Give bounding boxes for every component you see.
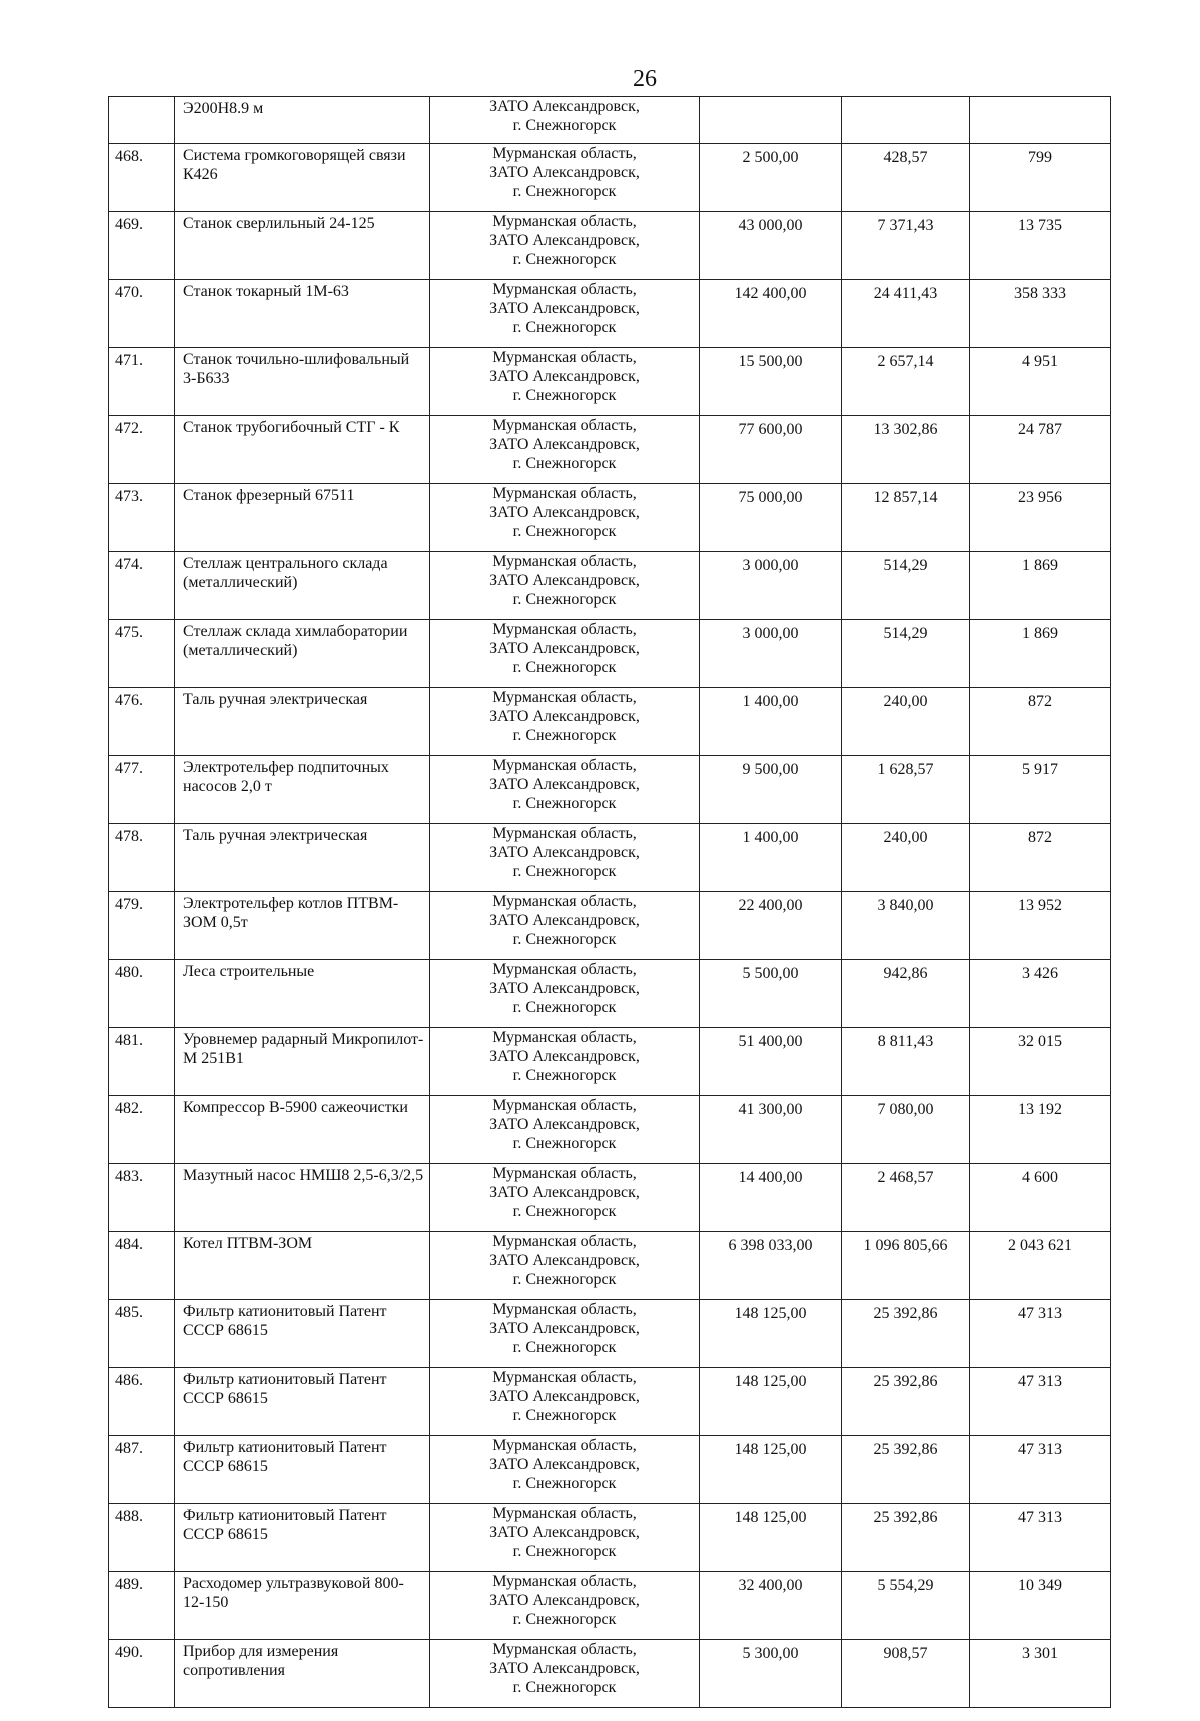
address-line: г. Снежногорск: [512, 999, 617, 1016]
address-line: г. Снежногорск: [512, 863, 617, 880]
item-address: [430, 1300, 700, 1368]
row-number: 469.: [109, 212, 175, 280]
value-amount: 13 192: [970, 1096, 1111, 1164]
value-depreciation: 1 096 805,66: [842, 1232, 970, 1300]
item-address: [430, 1164, 700, 1232]
table-row: [109, 552, 1111, 620]
value-amount: 47 313: [970, 1368, 1111, 1436]
row-number: 468.: [109, 144, 175, 212]
value-amount: 4 951: [970, 348, 1111, 416]
address-line: г. Снежногорск: [512, 1407, 617, 1424]
table-row: [109, 1436, 1111, 1504]
item-address: [430, 484, 700, 552]
value-depreciation: 13 302,86: [842, 416, 970, 484]
value-amount: 3 301: [970, 1640, 1111, 1708]
address-line: Мурманская область,: [492, 1165, 637, 1182]
address-line: ЗАТО Александровск,: [489, 436, 640, 453]
address-line: г. Снежногорск: [512, 1135, 617, 1152]
row-number: 486.: [109, 1368, 175, 1436]
item-name: Леса строительные: [175, 960, 430, 1028]
row-number: 475.: [109, 620, 175, 688]
value-cost: 32 400,00: [700, 1572, 842, 1640]
value-cost: 6 398 033,00: [700, 1232, 842, 1300]
table-row: [109, 144, 1111, 212]
value-cost: 14 400,00: [700, 1164, 842, 1232]
address-line: г. Снежногорск: [512, 591, 617, 608]
address-line: г. Снежногорск: [512, 183, 617, 200]
value-cost: 148 125,00: [700, 1368, 842, 1436]
value-depreciation: 25 392,86: [842, 1436, 970, 1504]
value-cost: 77 600,00: [700, 416, 842, 484]
address-line: г. Снежногорск: [512, 1339, 617, 1356]
item-name: Система громкоговорящей связи К426: [175, 144, 430, 212]
address-line: ЗАТО Александровск,: [489, 1456, 640, 1473]
value-depreciation: 7 080,00: [842, 1096, 970, 1164]
item-name: Станок сверлильный 24-125: [175, 212, 430, 280]
address-line: ЗАТО Александровск,: [489, 98, 640, 115]
table-row: [109, 688, 1111, 756]
value-depreciation: 2 468,57: [842, 1164, 970, 1232]
value-amount: 358 333: [970, 280, 1111, 348]
address-line: г. Снежногорск: [512, 931, 617, 948]
address-line: ЗАТО Александровск,: [489, 164, 640, 181]
item-name: Станок точильно-шлифовальный 3-Б633: [175, 348, 430, 416]
table-row: [109, 1096, 1111, 1164]
value-amount: 47 313: [970, 1436, 1111, 1504]
address-line: ЗАТО Александровск,: [489, 1184, 640, 1201]
row-number: 481.: [109, 1028, 175, 1096]
row-number: 484.: [109, 1232, 175, 1300]
address-line: ЗАТО Александровск,: [489, 1388, 640, 1405]
address-line: г. Снежногорск: [512, 1543, 617, 1560]
row-number: 489.: [109, 1572, 175, 1640]
item-address: [430, 1028, 700, 1096]
address-line: ЗАТО Александровск,: [489, 980, 640, 997]
value-cost: 2 500,00: [700, 144, 842, 212]
row-number: 473.: [109, 484, 175, 552]
item-name: Электротельфер подпиточных насосов 2,0 т: [175, 756, 430, 824]
address-line: Мурманская область,: [492, 1641, 637, 1658]
page-number: 26: [633, 66, 657, 92]
item-address: [430, 824, 700, 892]
row-number: 480.: [109, 960, 175, 1028]
address-line: г. Снежногорск: [512, 523, 617, 540]
value-cost: [700, 97, 842, 144]
row-number: 470.: [109, 280, 175, 348]
address-line: ЗАТО Александровск,: [489, 640, 640, 657]
address-line: Мурманская область,: [492, 1301, 637, 1318]
item-name: Электротельфер котлов ПТВМ-ЗОМ 0,5т: [175, 892, 430, 960]
address-line: Мурманская область,: [492, 1437, 637, 1454]
value-depreciation: 7 371,43: [842, 212, 970, 280]
item-name: Котел ПТВМ-ЗОМ: [175, 1232, 430, 1300]
value-depreciation: 25 392,86: [842, 1300, 970, 1368]
value-depreciation: 428,57: [842, 144, 970, 212]
address-line: ЗАТО Александровск,: [489, 368, 640, 385]
address-line: ЗАТО Александровск,: [489, 912, 640, 929]
row-number: 472.: [109, 416, 175, 484]
row-number: 477.: [109, 756, 175, 824]
table-row: [109, 1232, 1111, 1300]
value-amount: 23 956: [970, 484, 1111, 552]
table-row: [109, 620, 1111, 688]
address-line: г. Снежногорск: [512, 795, 617, 812]
address-line: Мурманская область,: [492, 281, 637, 298]
address-line: ЗАТО Александровск,: [489, 300, 640, 317]
value-depreciation: 2 657,14: [842, 348, 970, 416]
address-line: ЗАТО Александровск,: [489, 1660, 640, 1677]
property-table: [108, 96, 1111, 1708]
value-depreciation: 240,00: [842, 688, 970, 756]
table-row: [109, 1504, 1111, 1572]
row-number: 483.: [109, 1164, 175, 1232]
value-depreciation: 25 392,86: [842, 1368, 970, 1436]
table-body: [109, 97, 1111, 1708]
row-number: 474.: [109, 552, 175, 620]
address-line: Мурманская область,: [492, 1097, 637, 1114]
item-address: [430, 348, 700, 416]
row-number: 482.: [109, 1096, 175, 1164]
value-amount: 47 313: [970, 1504, 1111, 1572]
table-row: [109, 348, 1111, 416]
value-amount: 13 952: [970, 892, 1111, 960]
address-line: ЗАТО Александровск,: [489, 776, 640, 793]
item-name: Стеллаж склада химлаборатории (металлический): [175, 620, 430, 688]
table-row: [109, 1028, 1111, 1096]
item-name: Таль ручная электрическая: [175, 688, 430, 756]
address-line: ЗАТО Александровск,: [489, 708, 640, 725]
value-cost: 51 400,00: [700, 1028, 842, 1096]
item-address: [430, 1640, 700, 1708]
value-amount: 3 426: [970, 960, 1111, 1028]
address-line: г. Снежногорск: [512, 387, 617, 404]
value-amount: 872: [970, 824, 1111, 892]
value-amount: 10 349: [970, 1572, 1111, 1640]
item-address: [430, 620, 700, 688]
item-name: Таль ручная электрическая: [175, 824, 430, 892]
value-depreciation: 1 628,57: [842, 756, 970, 824]
value-depreciation: 514,29: [842, 620, 970, 688]
address-line: Мурманская область,: [492, 213, 637, 230]
row-number: 479.: [109, 892, 175, 960]
address-line: ЗАТО Александровск,: [489, 844, 640, 861]
address-line: г. Снежногорск: [512, 1203, 617, 1220]
value-cost: 3 000,00: [700, 620, 842, 688]
address-line: г. Снежногорск: [512, 727, 617, 744]
item-name: Прибор для измерения сопротивления: [175, 1640, 430, 1708]
address-line: г. Снежногорск: [512, 1611, 617, 1628]
value-amount: 13 735: [970, 212, 1111, 280]
item-name: Уровнемер радарный Микропилот-М 251В1: [175, 1028, 430, 1096]
value-amount: [970, 97, 1111, 144]
address-line: Мурманская область,: [492, 1505, 637, 1522]
value-cost: 9 500,00: [700, 756, 842, 824]
table-row: [109, 892, 1111, 960]
value-amount: 1 869: [970, 552, 1111, 620]
value-amount: 2 043 621: [970, 1232, 1111, 1300]
address-line: Мурманская область,: [492, 825, 637, 842]
address-line: Мурманская область,: [492, 553, 637, 570]
table-row: [109, 1300, 1111, 1368]
table-row: [109, 1164, 1111, 1232]
value-depreciation: 942,86: [842, 960, 970, 1028]
value-amount: 799: [970, 144, 1111, 212]
value-amount: 24 787: [970, 416, 1111, 484]
address-line: Мурманская область,: [492, 689, 637, 706]
item-address: [430, 960, 700, 1028]
address-line: Мурманская область,: [492, 1233, 637, 1250]
address-line: ЗАТО Александровск,: [489, 1524, 640, 1541]
address-line: Мурманская область,: [492, 961, 637, 978]
address-line: ЗАТО Александровск,: [489, 504, 640, 521]
table-row: [109, 280, 1111, 348]
item-address: [430, 1436, 700, 1504]
item-address: [430, 1572, 700, 1640]
value-cost: 41 300,00: [700, 1096, 842, 1164]
address-line: Мурманская область,: [492, 757, 637, 774]
row-number: 476.: [109, 688, 175, 756]
value-cost: 142 400,00: [700, 280, 842, 348]
item-address: [430, 212, 700, 280]
value-depreciation: 514,29: [842, 552, 970, 620]
item-address: [430, 688, 700, 756]
value-depreciation: 12 857,14: [842, 484, 970, 552]
value-cost: 148 125,00: [700, 1436, 842, 1504]
table-row: [109, 484, 1111, 552]
item-address: [430, 1096, 700, 1164]
table-row: [109, 756, 1111, 824]
item-address: [430, 97, 700, 144]
value-amount: 872: [970, 688, 1111, 756]
address-line: Мурманская область,: [492, 1029, 637, 1046]
value-cost: 5 500,00: [700, 960, 842, 1028]
value-cost: 15 500,00: [700, 348, 842, 416]
address-line: ЗАТО Александровск,: [489, 572, 640, 589]
table-row: [109, 960, 1111, 1028]
address-line: г. Снежногорск: [512, 1679, 617, 1696]
item-name: Фильтр катионитовый Патент СССР 68615: [175, 1300, 430, 1368]
item-address: [430, 1232, 700, 1300]
value-cost: 1 400,00: [700, 824, 842, 892]
table-row: [109, 1368, 1111, 1436]
row-number: 485.: [109, 1300, 175, 1368]
value-depreciation: 25 392,86: [842, 1504, 970, 1572]
address-line: Мурманская область,: [492, 893, 637, 910]
value-amount: 1 869: [970, 620, 1111, 688]
address-line: ЗАТО Александровск,: [489, 1048, 640, 1065]
item-name: Фильтр катионитовый Патент СССР 68615: [175, 1436, 430, 1504]
address-line: г. Снежногорск: [512, 1475, 617, 1492]
address-line: г. Снежногорск: [512, 1067, 617, 1084]
item-name: Станок фрезерный 67511: [175, 484, 430, 552]
value-depreciation: 8 811,43: [842, 1028, 970, 1096]
item-address: [430, 892, 700, 960]
address-line: ЗАТО Александровск,: [489, 1592, 640, 1609]
value-amount: 5 917: [970, 756, 1111, 824]
item-name: Станок токарный 1М-63: [175, 280, 430, 348]
address-line: ЗАТО Александровск,: [489, 1116, 640, 1133]
row-number: 478.: [109, 824, 175, 892]
address-line: г. Снежногорск: [512, 1271, 617, 1288]
value-amount: 47 313: [970, 1300, 1111, 1368]
value-depreciation: 240,00: [842, 824, 970, 892]
value-amount: 4 600: [970, 1164, 1111, 1232]
address-line: ЗАТО Александровск,: [489, 1252, 640, 1269]
table-row: [109, 97, 1111, 144]
address-line: Мурманская область,: [492, 145, 637, 162]
address-line: г. Снежногорск: [512, 659, 617, 676]
item-name: Станок трубогибочный СТГ - К: [175, 416, 430, 484]
table-row: [109, 1572, 1111, 1640]
row-number: 487.: [109, 1436, 175, 1504]
item-name: Э200Н8.9 м: [175, 97, 430, 144]
value-cost: 43 000,00: [700, 212, 842, 280]
address-line: Мурманская область,: [492, 621, 637, 638]
value-depreciation: 5 554,29: [842, 1572, 970, 1640]
row-number: [109, 97, 175, 144]
row-number: 488.: [109, 1504, 175, 1572]
address-line: Мурманская область,: [492, 485, 637, 502]
value-depreciation: 3 840,00: [842, 892, 970, 960]
value-cost: 148 125,00: [700, 1300, 842, 1368]
value-cost: 22 400,00: [700, 892, 842, 960]
item-address: [430, 552, 700, 620]
address-line: г. Снежногорск: [512, 319, 617, 336]
table-row: [109, 212, 1111, 280]
value-cost: 5 300,00: [700, 1640, 842, 1708]
value-cost: 148 125,00: [700, 1504, 842, 1572]
value-cost: 3 000,00: [700, 552, 842, 620]
table-row: [109, 824, 1111, 892]
address-line: ЗАТО Александровск,: [489, 1320, 640, 1337]
item-address: [430, 416, 700, 484]
item-address: [430, 1368, 700, 1436]
row-number: 490.: [109, 1640, 175, 1708]
item-name: Стеллаж центрального склада (металлический): [175, 552, 430, 620]
item-name: Мазутный насос НМШ8 2,5-6,3/2,5: [175, 1164, 430, 1232]
item-name: Расходомер ультразвуковой 800-12-150: [175, 1572, 430, 1640]
item-address: [430, 144, 700, 212]
table-row: [109, 416, 1111, 484]
address-line: Мурманская область,: [492, 349, 637, 366]
address-line: г. Снежногорск: [512, 455, 617, 472]
item-address: [430, 280, 700, 348]
value-depreciation: [842, 97, 970, 144]
item-name: Фильтр катионитовый Патент СССР 68615: [175, 1368, 430, 1436]
address-line: г. Снежногорск: [512, 251, 617, 268]
address-line: ЗАТО Александровск,: [489, 232, 640, 249]
value-depreciation: 24 411,43: [842, 280, 970, 348]
table-row: [109, 1640, 1111, 1708]
item-address: [430, 1504, 700, 1572]
value-depreciation: 908,57: [842, 1640, 970, 1708]
address-line: г. Снежногорск: [512, 117, 617, 134]
address-line: Мурманская область,: [492, 417, 637, 434]
item-address: [430, 756, 700, 824]
item-name: Компрессор В-5900 сажеочистки: [175, 1096, 430, 1164]
value-cost: 75 000,00: [700, 484, 842, 552]
item-name: Фильтр катионитовый Патент СССР 68615: [175, 1504, 430, 1572]
row-number: 471.: [109, 348, 175, 416]
value-cost: 1 400,00: [700, 688, 842, 756]
value-amount: 32 015: [970, 1028, 1111, 1096]
address-line: Мурманская область,: [492, 1369, 637, 1386]
address-line: Мурманская область,: [492, 1573, 637, 1590]
